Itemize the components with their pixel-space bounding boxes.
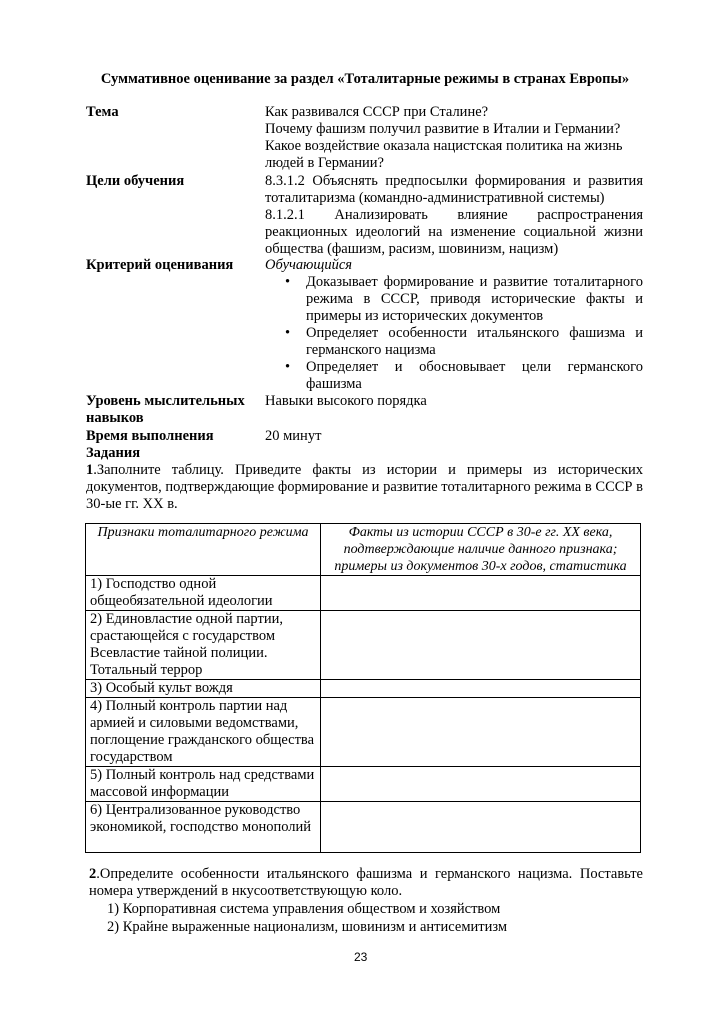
time-value: 20 минут xyxy=(265,428,322,444)
totalitarian-table xyxy=(85,523,641,853)
goal-1: 8.3.1.2 Объяснять предпосылки формирования и развития тоталитаризма (командно-административной системы) xyxy=(265,173,643,206)
table-cell-sign: 1) Господство одной общеобязательной идеологии xyxy=(86,576,321,611)
task-2-item-1: 1) Корпоративная система управления обществом и хозяйством xyxy=(107,901,501,917)
time-label: Время выполнения xyxy=(86,428,214,444)
criteria-text-1: Доказывает формирование и развитие тоталитарного режима в СССР, приводя исторические факты и примеры из исторических документов xyxy=(306,274,643,324)
theme-line-1: Как развивался СССР при Сталине? xyxy=(265,104,489,120)
table-row xyxy=(86,576,641,611)
criteria-text-3: Определяет и обосновывает цели германского фашизма xyxy=(306,359,643,392)
task-1-text: .Заполните таблицу. Приведите факты из истории и примеры из исторических документов, подтверждающие формирование и развитие тоталитарного режима в СССР в 30-ые гг. XX в. xyxy=(86,462,643,512)
task-1-number: 1 xyxy=(86,462,94,478)
table-cell-facts[interactable] xyxy=(321,576,641,611)
table-cell-facts[interactable] xyxy=(321,611,641,680)
table-row xyxy=(86,680,641,698)
table-cell-sign: 5) Полный контроль над средствами массовой информации xyxy=(86,767,321,802)
criteria-intro: Обучающийся xyxy=(265,257,353,273)
table-cell-facts[interactable] xyxy=(321,767,641,802)
theme-line-3: Какое воздействие оказала нацистская политика на жизнь людей в Германии? xyxy=(265,138,623,171)
theme-line-2: Почему фашизм получил развитие в Италии и Германии? xyxy=(265,121,621,137)
theme-label: Тема xyxy=(86,104,119,120)
task-1 xyxy=(86,462,643,513)
goal-2: 8.1.2.1 Анализировать влияние распространения реакционных идеологий на изменение социальной жизни общества (фашизм, расизм, шовинизм, нацизм) xyxy=(265,207,643,257)
table-header-signs: Признаки тоталитарного режима xyxy=(86,524,321,576)
page-title: Суммативное оценивание за раздел «Тоталитарные режимы в странах Европы» xyxy=(100,71,630,87)
table-row xyxy=(86,611,641,680)
table-cell-facts[interactable] xyxy=(321,680,641,698)
table-header-facts: Факты из истории СССР в 30-е гг. XX века, подтверждающие наличие данного признака; примеры из документов 30-х годов, статистика xyxy=(321,524,641,576)
task-2-text: .Определите особенности итальянского фашизма и германского нацизма. Поставьте номера утверждений в нкусоответствующую коло. xyxy=(89,866,643,899)
table-row xyxy=(86,802,641,853)
table-row xyxy=(86,767,641,802)
table-cell-facts[interactable] xyxy=(321,698,641,767)
task-2-number: 2 xyxy=(89,866,97,882)
table-row xyxy=(86,698,641,767)
table-cell-facts[interactable] xyxy=(321,802,641,853)
task-2-item-2: 2) Крайне выраженные национализм, шовинизм и антисемитизм xyxy=(107,919,508,935)
page-number: 23 xyxy=(354,950,368,964)
bullet-icon: • xyxy=(285,274,291,290)
goals-label: Цели обучения xyxy=(86,173,185,189)
bullet-icon: • xyxy=(285,359,291,375)
task-2 xyxy=(89,866,643,900)
table-cell-sign: 4) Полный контроль партии над армией и силовыми ведомствами, поглощение гражданского общества государством xyxy=(86,698,321,767)
criteria-text-2: Определяет особенности итальянского фашизма и германского нацизма xyxy=(306,325,643,358)
table-cell-sign: 3) Особый культ вождя xyxy=(86,680,321,698)
table-cell-sign: 2) Единовластие одной партии, срастающейся с государством Всевластие тайной полиции. Тотальный террор xyxy=(86,611,321,680)
table-header-row xyxy=(86,524,641,576)
bullet-icon: • xyxy=(285,325,291,341)
level-label: Уровень мыслительных навыков xyxy=(86,393,245,426)
criteria-label: Критерий оценивания xyxy=(86,257,234,273)
tasks-label: Задания xyxy=(86,445,141,461)
table-cell-sign: 6) Централизованное руководство экономикой, господство монополий xyxy=(86,802,321,853)
theme-value xyxy=(265,104,643,172)
level-value: Навыки высокого порядка xyxy=(265,393,427,409)
